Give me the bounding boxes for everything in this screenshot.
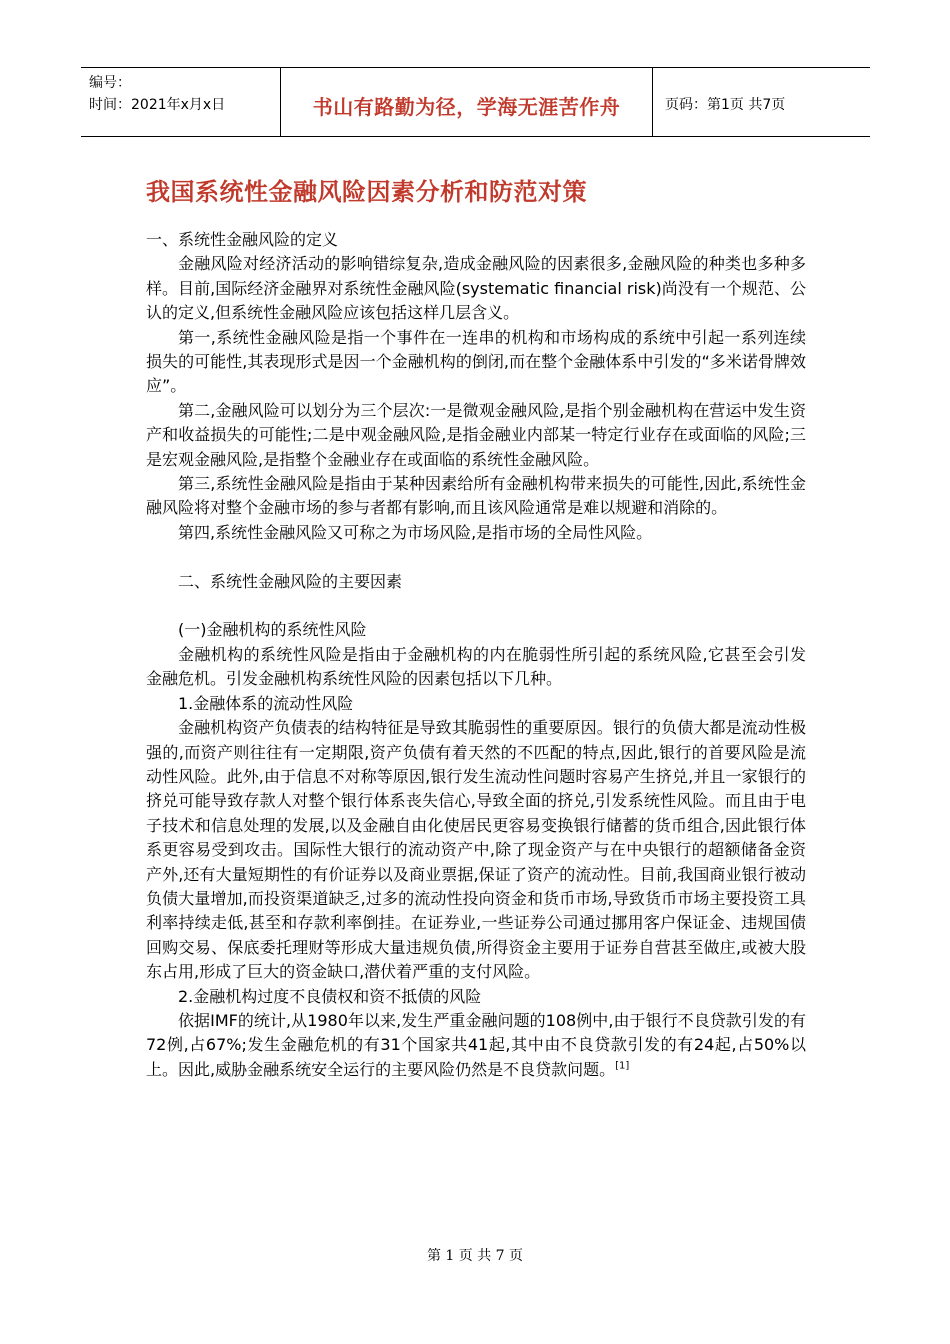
paragraph-with-footnote xyxy=(146,1009,806,1082)
numbered-heading-2: 2.金融机构过度不良债权和资不抵债的风险 xyxy=(178,986,482,1006)
paragraph: 金融风险对经济活动的影响错综复杂,造成金融风险的因素很多,金融风险的种类也多种多样。目前,国际经济金融界对系统性金融风险(systematic financial risk)尚没有一个规范、公认的定义,但系统性金融风险应该包括这样几层含义。 xyxy=(146,254,806,323)
paragraph: 第二,金融风险可以划分为三个层次:一是微观金融风险,是指个别金融机构在营运中发生资产和收益损失的可能性;二是中观金融风险,是指金融业内部某一特定行业存在或面临的风险;三是宏观金融风险,是指整个金融业存在或面临的系统性金融风险。 xyxy=(146,400,806,469)
document-time-label: 时间：2021年x月x日 xyxy=(89,97,226,113)
paragraph-text: 依据IMF的统计,从1980年以来,发生严重金融问题的108例中,由于银行不良贷款引发的有72例,占67%;发生金融危机的有31个国家共41起,其中由不良贷款引发的有24起,占50%以上。因此,威胁金融系统安全运行的主要风险仍然是不良贷款问题。 xyxy=(146,1010,806,1079)
document-body xyxy=(146,228,806,1082)
footnote-reference[interactable]: [1] xyxy=(615,1060,630,1072)
paragraph: 金融机构资产负债表的结构特征是导致其脆弱性的重要原因。银行的负债大都是流动性极强的,而资产则往往有一定期限,资产负债有着天然的不匹配的特点,因此,银行的首要风险是流动性风险。此外,由于信息不对称等原因,银行发生流动性问题时容易产生挤兑,并且一家银行的挤兑可能导致存款人对整个银行体系丧失信心,导致全面的挤兑,引发系统性风险。而且由于电子技术和信息处理的发展,以及金融自由化使居民更容易变换银行储蓄的货币组合,因此银行体系更容易受到攻击。国际性大银行的流动资产中,除了现金资产与在中央银行的超额储备金资产外,还有大量短期性的有价证券以及商业票据,保证了资产的流动性。目前,我国商业银行被动负债大量增加,而投资渠道缺乏,过多的流动性投向资金和货币市场,导致货币市场主要投资工具利率持续走低,甚至和存款利率倒挂。在证券业,一些证券公司通过挪用客户保证金、违规国债回购交易、保底委托理财等形成大量违规负债,所得资金主要用于证券自营甚至做庄,或被大股东占用,形成了巨大的资金缺口,潜伏着严重的支付风险。 xyxy=(146,718,806,982)
document-number-label: 编号： xyxy=(89,75,131,91)
paragraph: 第三,系统性金融风险是指由于某种因素给所有金融机构带来损失的可能性,因此,系统性金融风险将对整个金融市场的参与者都有影响,而且该风险通常是难以规避和消除的。 xyxy=(146,474,806,518)
header-page-info: 页码：第1页 共7页 xyxy=(665,97,786,113)
section-heading-2: 二、系统性金融风险的主要因素 xyxy=(178,571,403,591)
header-motto: 书山有路勤为径，学海无涯苦作舟 xyxy=(281,68,653,136)
paragraph: 金融机构的系统性风险是指由于金融机构的内在脆弱性所引起的系统风险,它甚至会引发金融危机。引发金融机构系统性风险的因素包括以下几种。 xyxy=(146,644,806,689)
section-heading-1: 一、系统性金融风险的定义 xyxy=(146,230,339,249)
page-footer: 第 1 页 共 7 页 xyxy=(426,1248,524,1264)
numbered-heading-1: 1.金融体系的流动性风险 xyxy=(178,693,354,713)
subsection-heading: (一)金融机构的系统性风险 xyxy=(178,620,367,640)
header-meta xyxy=(81,68,281,136)
document-title: 我国系统性金融风险因素分析和防范对策 xyxy=(146,178,587,206)
header-table xyxy=(81,67,870,137)
paragraph: 第一,系统性金融风险是指一个事件在一连串的机构和市场构成的系统中引起一系列连续损失的可能性,其表现形式是因一个金融机构的倒闭,而在整个金融体系中引发的“多米诺骨牌效应”。 xyxy=(146,327,806,396)
paragraph: 第四,系统性金融风险又可称之为市场风险,是指市场的全局性风险。 xyxy=(178,522,653,542)
